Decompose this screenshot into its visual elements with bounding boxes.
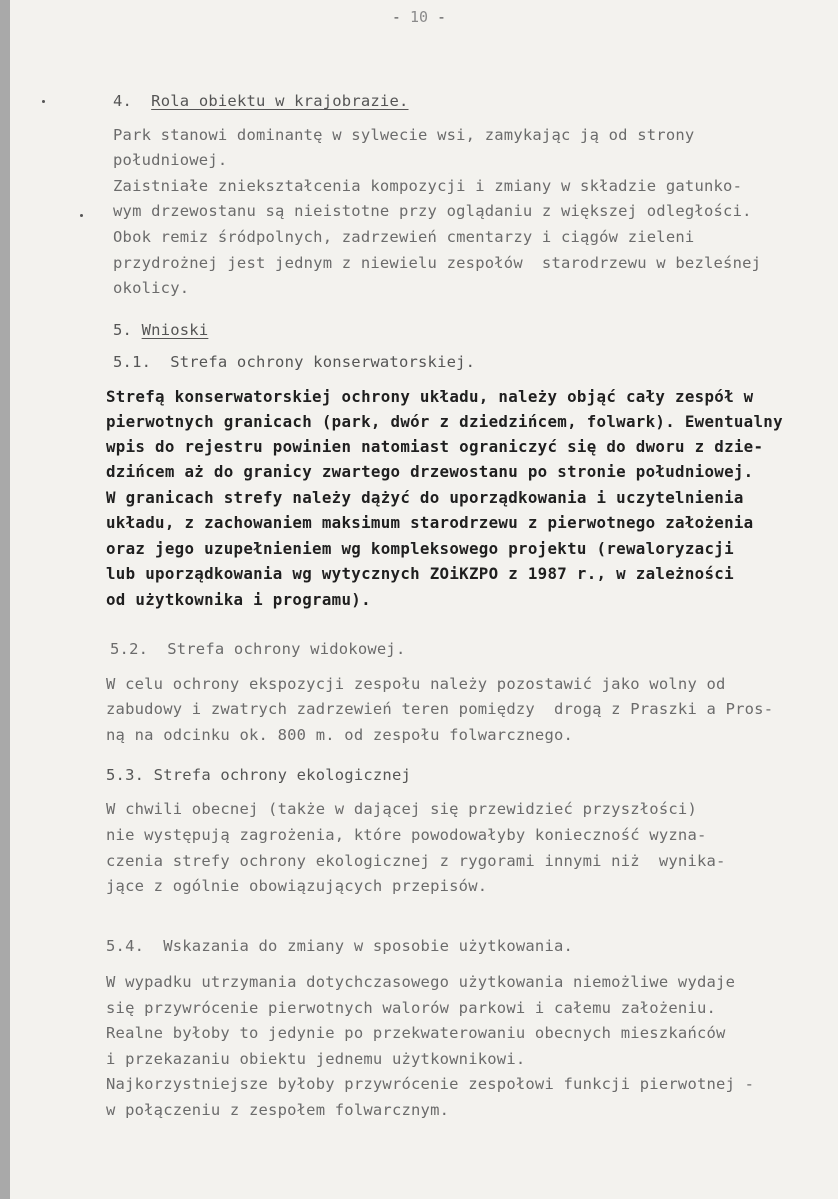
- text-line: od użytkownika i programu).: [106, 590, 371, 609]
- text-line: przydrożnej jest jednym z niewielu zespołów starodrzewu w bezleśnej: [113, 254, 762, 272]
- text-line: czenia strefy ochrony ekologicznej z rygorami innymi niż wynika-: [106, 852, 726, 870]
- section-4-heading: 4. Rola obiektu w krajobrazie.: [113, 92, 409, 110]
- text-line: okolicy.: [113, 279, 190, 297]
- text-line: oraz jego uzupełnieniem wg kompleksowego projektu (rewaloryzacji: [106, 539, 734, 558]
- text-line: i przekazaniu obiektu jednemu użytkownikowi.: [106, 1050, 526, 1068]
- text-line: W celu ochrony ekspozycji zespołu należy pozostawić jako wolny od: [106, 675, 726, 693]
- text-line: Najkorzystniejsze byłoby przywrócenie zespołowi funkcji pierwotnej -: [106, 1075, 755, 1093]
- text-line: wym drzewostanu są nieistotne przy oglądaniu z większej odległości.: [113, 202, 752, 220]
- text-line: południowej.: [113, 151, 228, 169]
- text-line: układu, z zachowaniem maksimum starodrzewu z pierwotnego założenia: [106, 513, 754, 532]
- text-line: pierwotnych granicach (park, dwór z dziedzińcem, folwark). Ewentualny: [106, 412, 783, 431]
- text-line: Strefą konserwatorskiej ochrony układu, należy objąć cały zespół w: [106, 387, 754, 406]
- text-line: Zaistniałe zniekształcenia kompozycji i zmiany w składzie gatunko-: [113, 177, 743, 195]
- section-5-2-heading: 5.2. Strefa ochrony widokowej.: [110, 640, 406, 658]
- text-line: nie występują zagrożenia, które powodowałyby konieczność wyzna-: [106, 826, 707, 844]
- text-line: wpis do rejestru powinien natomiast ograniczyć się do dworu z dzie-: [106, 437, 764, 456]
- section-5-1-heading: 5.1. Strefa ochrony konserwatorskiej.: [113, 353, 476, 371]
- section-5-4-heading: 5.4. Wskazania do zmiany w sposobie użytkowania.: [106, 937, 574, 955]
- text-line: W wypadku utrzymania dotychczasowego użytkowania niemożliwe wydaje: [106, 973, 736, 991]
- text-line: lub uporządkowania wg wytycznych ZOiKZPO z 1987 r., w zależności: [106, 564, 734, 583]
- page-number: - 10 -: [391, 8, 447, 26]
- section-5-heading: 5. Wnioski: [113, 321, 209, 339]
- text-line: Obok remiz śródpolnych, zadrzewień cmentarzy i ciągów zieleni: [113, 228, 695, 246]
- margin-mark: [42, 100, 45, 103]
- text-line: w połączeniu z zespołem folwarcznym.: [106, 1101, 450, 1119]
- text-line: Park stanowi dominantę w sylwecie wsi, zamykając ją od strony: [113, 126, 695, 144]
- text-line: się przywrócenie pierwotnych walorów parkowi i całemu założeniu.: [106, 999, 717, 1017]
- text-line: W granicach strefy należy dążyć do uporządkowania i uczytelnienia: [106, 488, 744, 507]
- text-line: Realne byłoby to jedynie po przekwaterowaniu obecnych mieszkańców: [106, 1024, 726, 1042]
- text-line: jące z ogólnie obowiązujących przepisów.: [106, 877, 488, 895]
- text-line: ną na odcinku ok. 800 m. od zespołu folwarcznego.: [106, 726, 574, 744]
- section-5-3-heading: 5.3. Strefa ochrony ekologicznej: [106, 766, 412, 784]
- text-line: dzińcem aż do granicy zwartego drzewostanu po stronie południowej.: [106, 462, 754, 481]
- margin-mark: [80, 214, 83, 217]
- text-line: W chwili obecnej (także w dającej się przewidzieć przyszłości): [106, 800, 697, 818]
- text-line: zabudowy i zwatrych zadrzewień teren pomiędzy drogą z Praszki a Pros-: [106, 700, 774, 718]
